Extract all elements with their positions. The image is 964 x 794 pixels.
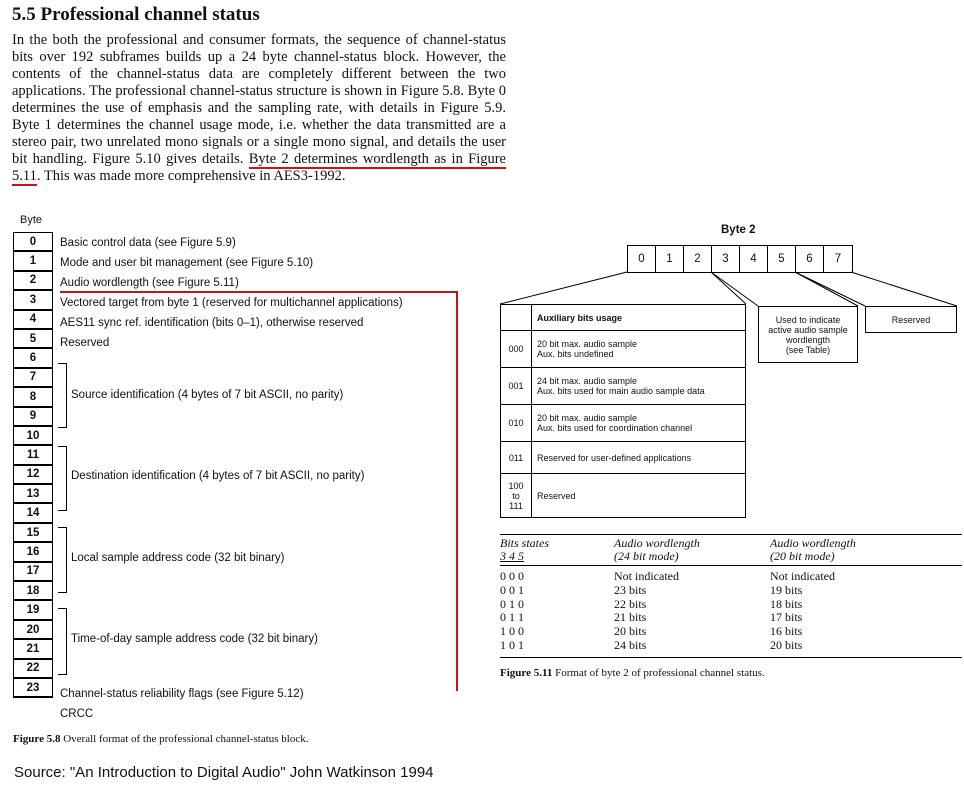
- bit-cell: 5: [768, 246, 796, 272]
- table-cell: 0 1 1: [500, 610, 524, 625]
- header-line: (20 bit mode): [770, 549, 835, 563]
- auxiliary-bits-table: [500, 304, 746, 518]
- table-row: [500, 639, 962, 657]
- aux-code-line: to: [512, 490, 520, 501]
- box-line: (see Table): [785, 344, 831, 355]
- byte-cell: 21: [14, 640, 52, 659]
- byte-cell: 16: [14, 543, 52, 562]
- header-line: Audio wordlength: [770, 536, 856, 550]
- table-cell: 22 bits: [614, 596, 647, 611]
- aux-header-blank: [501, 305, 532, 331]
- aux-code: 010: [501, 405, 532, 442]
- figure-number: Figure 5.11: [500, 667, 553, 679]
- byte-cell: 1: [14, 252, 52, 271]
- header-line: 3 4 5: [500, 549, 524, 563]
- byte-cell: 20: [14, 621, 52, 640]
- byte-cell: 4: [14, 311, 52, 330]
- byte-cell: 19: [14, 601, 52, 620]
- box-line: Used to indicate: [775, 314, 841, 325]
- aux-code: [501, 474, 532, 518]
- column-header: [500, 535, 614, 566]
- byte-cell: 3: [14, 291, 52, 310]
- byte-5-description: Reserved: [60, 337, 110, 349]
- reserved-box: Reserved: [865, 306, 957, 333]
- table-row: [500, 584, 962, 598]
- bit-cell: 4: [740, 246, 768, 272]
- byte-cell: 17: [14, 563, 52, 582]
- header-line: (24 bit mode): [614, 549, 679, 563]
- figure-caption-text: Format of byte 2 of professional channel status.: [552, 667, 765, 679]
- connector-line: [795, 272, 865, 306]
- byte-cell: 5: [14, 330, 52, 349]
- source-citation: Source: "An Introduction to Digital Audio" John Watkinson 1994: [14, 764, 434, 781]
- table-row: [500, 625, 962, 639]
- aux-code: 000: [501, 331, 532, 368]
- byte-cell: 11: [14, 446, 52, 465]
- bit-cell: 0: [628, 246, 656, 272]
- destination-id-description: Destination identification (4 bytes of 7 bit ASCII, no parity): [71, 470, 365, 482]
- bit-cell: 3: [712, 246, 740, 272]
- table-row: [500, 598, 962, 612]
- connector-line: [851, 272, 957, 306]
- table-cell: 20 bits: [614, 624, 647, 639]
- table-cell: 20 bits: [770, 639, 962, 657]
- aux-line: 20 bit max. audio sample: [537, 413, 638, 423]
- table-cell: 1 0 0: [500, 624, 524, 639]
- byte-3-description: Vectored target from byte 1 (reserved for multichannel applications): [60, 297, 403, 309]
- bit-cell: 2: [684, 246, 712, 272]
- box-line: active audio sample: [768, 324, 848, 335]
- byte-cell: 10: [14, 427, 52, 446]
- table-cell: 23 bits: [614, 582, 647, 597]
- local-address-description: Local sample address code (32 bit binary): [71, 552, 285, 564]
- table-cell: 24 bits: [614, 639, 770, 657]
- table-cell: 21 bits: [614, 610, 647, 625]
- table-cell: 18 bits: [770, 596, 803, 611]
- byte2-label: Byte 2: [721, 224, 756, 236]
- table-cell: 1 0 1: [500, 639, 614, 657]
- aux-code: 011: [501, 442, 532, 474]
- byte-cell: 0: [14, 233, 52, 252]
- byte-cell: 7: [14, 369, 52, 388]
- table-cell: 19 bits: [770, 582, 803, 597]
- aux-line: Aux. bits undefined: [537, 349, 614, 359]
- connector-line: [711, 272, 758, 306]
- table-cell: Not indicated: [614, 569, 679, 583]
- aux-line: Aux. bits used for main audio sample data: [537, 386, 705, 396]
- byte-cell: 22: [14, 660, 52, 679]
- byte-1-description: Mode and user bit management (see Figure 5.10): [60, 257, 314, 269]
- byte-cell: 15: [14, 524, 52, 543]
- byte-cell: 13: [14, 485, 52, 504]
- table-row: [500, 611, 962, 625]
- aux-line: Aux. bits used for coordination channel: [537, 423, 693, 433]
- header-line: Bits states: [500, 536, 550, 550]
- table-row: [500, 566, 962, 584]
- figure-caption-text: Overall format of the professional channel-status block.: [60, 733, 309, 745]
- wordlength-table: [500, 534, 962, 658]
- aux-line: 24 bit max. audio sample: [537, 376, 638, 386]
- table-cell: 17 bits: [770, 610, 803, 625]
- byte-column-label: Byte: [20, 214, 43, 226]
- highlighted-text: Byte 2 determines wordlength as in Figure 5.11: [12, 151, 506, 184]
- byte-cell: 14: [14, 504, 52, 523]
- aux-code-line: 100: [508, 480, 524, 491]
- wordlength-indicator-box: [758, 306, 858, 363]
- byte-cell: 9: [14, 408, 52, 427]
- table-cell: 0 0 0: [500, 569, 524, 583]
- column-header: [770, 535, 962, 566]
- aux-code: 001: [501, 368, 532, 405]
- intro-text: In the both the professional and consumer formats, the sequence of channel-status bits over 192 subframes builds up a 24 byte channel-status block. However, the contents of the channel-status data are completely different between the two applications. The professional channel-status structure is shown in Figure 5.8. Byte 0 determines the use of emphasis and the sampling rate, with details in Figure 5.9. Byte 1 determines the channel usage mode, i.e. whether the data transmitted are a stereo pair, two unrelated mono signals or a single mono signal, and details the user bit handling. Figure 5.10 gives details.: [12, 32, 506, 167]
- aux-header: Auxiliary bits usage: [532, 305, 746, 331]
- figure-5-11-caption: [500, 667, 765, 679]
- connector-line: [711, 272, 746, 304]
- aux-description: [532, 368, 746, 405]
- section-heading: 5.5 Professional channel status: [12, 4, 260, 25]
- header-line: Audio wordlength: [614, 536, 700, 550]
- table-cell: Not indicated: [770, 569, 835, 583]
- bit-cell: 7: [834, 253, 842, 265]
- byte-0-description: Basic control data (see Figure 5.9): [60, 237, 236, 249]
- byte-22-description: Channel-status reliability flags (see Figure 5.12): [60, 688, 304, 700]
- column-header: [614, 535, 770, 566]
- byte-cell: 18: [14, 582, 52, 601]
- intro-text-end: . This was made more comprehensive in AES3-1992.: [36, 168, 346, 184]
- bit-cell: 6: [796, 246, 824, 272]
- bit-cell: 1: [656, 246, 684, 272]
- byte-23-description: CRCC: [60, 708, 94, 720]
- aux-code-line: 111: [509, 500, 523, 511]
- aux-description: Reserved for user-defined applications: [532, 442, 746, 474]
- aux-description: [532, 405, 746, 442]
- time-of-day-description: Time-of-day sample address code (32 bit binary): [71, 633, 318, 645]
- aux-description: [532, 331, 746, 368]
- byte-cell: 23: [14, 679, 52, 698]
- connector-line: [500, 272, 627, 304]
- figure-number: Figure 5.8: [13, 733, 61, 745]
- aux-line: 20 bit max. audio sample: [537, 339, 638, 349]
- table-cell: 0 0 1: [500, 582, 524, 597]
- byte-4-description: AES11 sync ref. identification (bits 0–1), otherwise reserved: [60, 317, 364, 329]
- source-id-description: Source identification (4 bytes of 7 bit ASCII, no parity): [71, 389, 344, 401]
- byte-2-description: Audio wordlength (see Figure 5.11): [60, 277, 239, 289]
- table-cell: 16 bits: [770, 624, 803, 639]
- box-line: wordlength: [785, 334, 830, 345]
- byte-cell: 2: [14, 272, 52, 291]
- byte-cell: 12: [14, 466, 52, 485]
- byte-cell: 8: [14, 388, 52, 407]
- byte-cell: 6: [14, 349, 52, 368]
- table-cell: 0 1 0: [500, 596, 524, 611]
- aux-description: Reserved: [532, 474, 746, 518]
